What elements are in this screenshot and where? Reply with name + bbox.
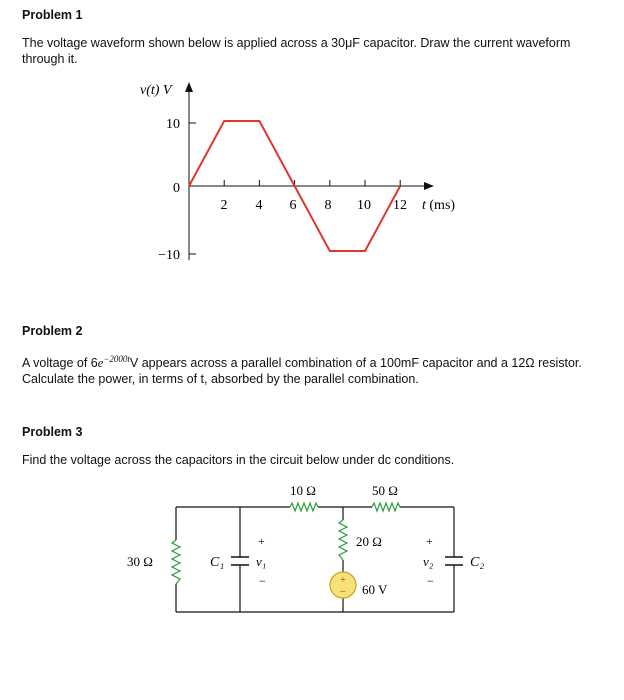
x-tick-label-12: 12	[393, 198, 407, 213]
voltage-waveform-graph	[0, 0, 624, 320]
problem3-text: Find the voltage across the capacitors in the circuit below under dc conditions.	[22, 453, 455, 467]
problem1-text: The voltage waveform shown below is applied across a 30μF capacitor. Draw the current waveform through it.	[22, 36, 571, 66]
graph-ylabel: v(t) V	[140, 83, 172, 98]
resistor-50-ohm	[372, 503, 400, 511]
v1-plus: +	[258, 534, 265, 548]
y-tick-label-0: 0	[173, 181, 180, 196]
graph-xlabel: t (ms)	[422, 198, 456, 213]
x-ticks	[224, 180, 400, 186]
v2-plus: +	[426, 534, 433, 548]
problem2-line1a: A voltage of 6	[22, 356, 98, 371]
resistor-10-ohm	[290, 503, 318, 511]
label-50-ohm: 50 Ω	[372, 483, 398, 498]
label-10-ohm: 10 Ω	[290, 483, 316, 498]
y-axis-arrow	[185, 82, 193, 92]
problem2-line1b: V appears across a parallel combination of a 100mF capacitor and a 12Ω resistor.	[129, 356, 582, 371]
label-c1: C₁	[210, 555, 225, 570]
label-30-ohm: 30 Ω	[127, 554, 153, 569]
problem3-heading: Problem 3	[22, 425, 83, 439]
x-tick-label-2: 2	[220, 198, 228, 213]
label-c2: C₂	[470, 555, 485, 570]
source-plus-sign: +	[340, 575, 346, 586]
source-minus-sign: −	[339, 586, 347, 598]
y-tick-label-neg10: −10	[158, 248, 180, 263]
resistor-30-ohm	[172, 540, 180, 584]
x-tick-label-8: 8	[324, 198, 332, 213]
resistor-20-ohm	[339, 520, 347, 560]
x-tick-label-6: 6	[289, 198, 297, 213]
label-v1: v₁	[256, 554, 267, 569]
circuit-diagram	[0, 470, 624, 650]
problem1-heading: Problem 1	[22, 8, 83, 22]
x-tick-label-10: 10	[357, 198, 371, 213]
v1-minus: −	[259, 574, 266, 588]
label-20-ohm: 20 Ω	[356, 534, 382, 549]
problem2-exponent: −2000t	[103, 354, 130, 364]
problem2-text: A voltage of $6e^{-2000t}V$ appears across a parallel combination of a 100mF capacitor and a 12Ω resistor. Calculate the power, in terms of t, absorbed by the parallel combination.	[22, 354, 582, 387]
problem2-line2: Calculate the power, in terms of t, absorbed by the parallel combination.	[22, 372, 419, 387]
label-v2: v₂	[423, 554, 434, 569]
problem2-heading: Problem 2	[22, 324, 83, 338]
label-60v: 60 V	[362, 582, 388, 597]
x-tick-label-4: 4	[255, 198, 263, 213]
v2-minus: −	[427, 574, 434, 588]
y-tick-label-10: 10	[166, 117, 180, 132]
x-axis-arrow	[424, 182, 434, 190]
